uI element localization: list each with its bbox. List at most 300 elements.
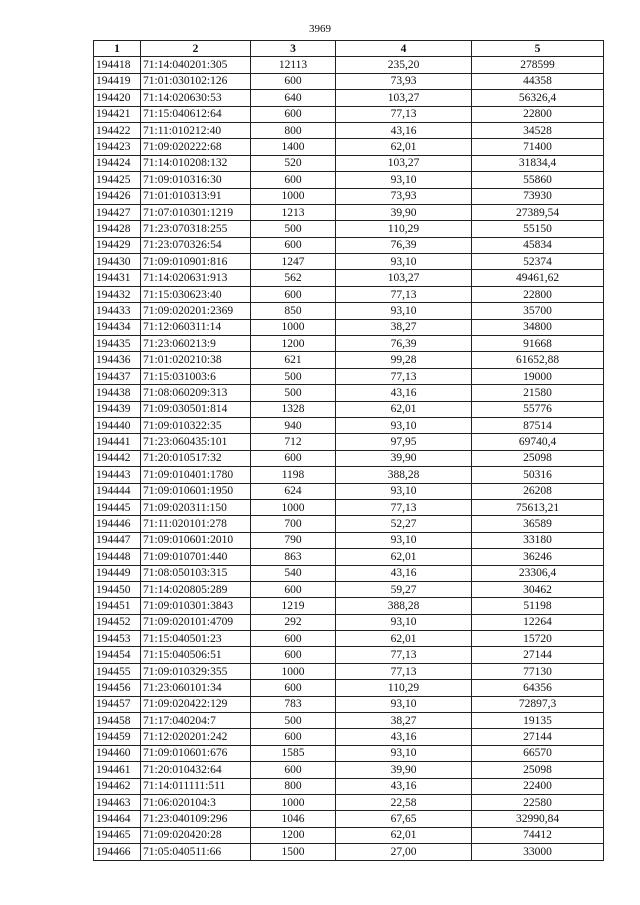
- table-row: [94, 303, 604, 319]
- table-row: [94, 549, 604, 565]
- column-header-4: 4: [336, 41, 472, 57]
- table-row: [94, 368, 604, 384]
- cell-rate: 43,16: [336, 385, 472, 401]
- cell-id: 194458: [94, 713, 141, 729]
- table-row: [94, 844, 604, 860]
- cell-value: 33000: [472, 844, 604, 860]
- cell-value: 71400: [472, 139, 604, 155]
- cell-id: 194451: [94, 598, 141, 614]
- cell-rate: 99,28: [336, 352, 472, 368]
- cell-area: 1328: [251, 401, 336, 417]
- table-row: [94, 565, 604, 581]
- cell-value: 87514: [472, 417, 604, 433]
- cell-cadastral-number: 71:17:040204:7: [141, 713, 251, 729]
- table-row: [94, 286, 604, 302]
- cell-id: 194426: [94, 188, 141, 204]
- cell-id: 194428: [94, 221, 141, 237]
- cell-rate: 77,13: [336, 663, 472, 679]
- cell-value: 15720: [472, 631, 604, 647]
- cell-value: 73930: [472, 188, 604, 204]
- cell-id: 194453: [94, 631, 141, 647]
- table-row: [94, 139, 604, 155]
- cell-rate: 77,13: [336, 499, 472, 515]
- cell-id: 194439: [94, 401, 141, 417]
- cell-rate: 43,16: [336, 565, 472, 581]
- cell-cadastral-number: 71:23:070326:54: [141, 237, 251, 253]
- cell-rate: 93,10: [336, 417, 472, 433]
- cell-id: 194418: [94, 57, 141, 73]
- cell-area: 800: [251, 122, 336, 138]
- table-row: [94, 680, 604, 696]
- cell-id: 194435: [94, 336, 141, 352]
- cell-area: 1000: [251, 499, 336, 515]
- cell-area: 790: [251, 532, 336, 548]
- cell-value: 34528: [472, 122, 604, 138]
- cell-rate: 93,10: [336, 254, 472, 270]
- cell-area: 12113: [251, 57, 336, 73]
- cell-cadastral-number: 71:14:040201:305: [141, 57, 251, 73]
- cell-rate: 77,13: [336, 286, 472, 302]
- cell-cadastral-number: 71:09:010601:676: [141, 745, 251, 761]
- table-row: [94, 499, 604, 515]
- cell-rate: 93,10: [336, 483, 472, 499]
- cell-area: 600: [251, 172, 336, 188]
- table-row: [94, 713, 604, 729]
- cell-cadastral-number: 71:12:020201:242: [141, 729, 251, 745]
- cell-rate: 77,13: [336, 106, 472, 122]
- cell-rate: 62,01: [336, 139, 472, 155]
- cell-id: 194457: [94, 696, 141, 712]
- cell-cadastral-number: 71:07:010301:1219: [141, 204, 251, 220]
- cell-id: 194456: [94, 680, 141, 696]
- table-row: [94, 385, 604, 401]
- cell-area: 783: [251, 696, 336, 712]
- cell-value: 35700: [472, 303, 604, 319]
- cell-value: 22580: [472, 794, 604, 810]
- cell-area: 640: [251, 90, 336, 106]
- cell-id: 194452: [94, 614, 141, 630]
- cell-value: 31834,4: [472, 155, 604, 171]
- cell-id: 194440: [94, 417, 141, 433]
- cell-area: 1198: [251, 467, 336, 483]
- cell-id: 194431: [94, 270, 141, 286]
- table-row: [94, 516, 604, 532]
- cell-area: 600: [251, 106, 336, 122]
- cell-id: 194445: [94, 499, 141, 515]
- cell-rate: 388,28: [336, 598, 472, 614]
- cell-rate: 73,93: [336, 73, 472, 89]
- cell-rate: 103,27: [336, 155, 472, 171]
- table-row: [94, 729, 604, 745]
- cell-value: 64356: [472, 680, 604, 696]
- cell-cadastral-number: 71:14:010208:132: [141, 155, 251, 171]
- cell-value: 30462: [472, 581, 604, 597]
- cell-area: 600: [251, 631, 336, 647]
- cell-cadastral-number: 71:15:040501:23: [141, 631, 251, 647]
- cell-value: 55150: [472, 221, 604, 237]
- cell-cadastral-number: 71:15:040506:51: [141, 647, 251, 663]
- cell-cadastral-number: 71:11:020101:278: [141, 516, 251, 532]
- cell-cadastral-number: 71:14:020630:53: [141, 90, 251, 106]
- cell-rate: 103,27: [336, 90, 472, 106]
- cell-cadastral-number: 71:09:010301:3843: [141, 598, 251, 614]
- cell-rate: 103,27: [336, 270, 472, 286]
- cell-value: 22400: [472, 778, 604, 794]
- cell-area: 800: [251, 778, 336, 794]
- cell-rate: 62,01: [336, 549, 472, 565]
- cell-rate: 38,27: [336, 319, 472, 335]
- cell-id: 194443: [94, 467, 141, 483]
- cell-cadastral-number: 71:09:010601:2010: [141, 532, 251, 548]
- cell-id: 194441: [94, 434, 141, 450]
- cell-cadastral-number: 71:20:010432:64: [141, 762, 251, 778]
- table-row: [94, 221, 604, 237]
- cell-id: 194423: [94, 139, 141, 155]
- column-header-5: 5: [472, 41, 604, 57]
- table-row: [94, 204, 604, 220]
- cell-value: 27144: [472, 729, 604, 745]
- cell-rate: 39,90: [336, 450, 472, 466]
- table-row: [94, 647, 604, 663]
- cell-value: 21580: [472, 385, 604, 401]
- cell-area: 500: [251, 385, 336, 401]
- table-row: [94, 581, 604, 597]
- cell-rate: 388,28: [336, 467, 472, 483]
- cell-id: 194450: [94, 581, 141, 597]
- cell-cadastral-number: 71:11:010212:40: [141, 122, 251, 138]
- table-row: [94, 614, 604, 630]
- cell-area: 1200: [251, 827, 336, 843]
- cell-area: 562: [251, 270, 336, 286]
- table-row: [94, 794, 604, 810]
- cell-cadastral-number: 71:09:020311:150: [141, 499, 251, 515]
- cell-value: 23306,4: [472, 565, 604, 581]
- table-row: [94, 73, 604, 89]
- cell-id: 194465: [94, 827, 141, 843]
- table-row: [94, 450, 604, 466]
- cell-area: 1400: [251, 139, 336, 155]
- cell-value: 19000: [472, 368, 604, 384]
- cell-area: 500: [251, 713, 336, 729]
- cell-id: 194455: [94, 663, 141, 679]
- cell-area: 600: [251, 762, 336, 778]
- cell-value: 278599: [472, 57, 604, 73]
- cell-cadastral-number: 71:23:070318:255: [141, 221, 251, 237]
- cell-rate: 76,39: [336, 336, 472, 352]
- cell-cadastral-number: 71:23:060213:9: [141, 336, 251, 352]
- table-row: [94, 106, 604, 122]
- cell-area: 500: [251, 368, 336, 384]
- cell-value: 49461,62: [472, 270, 604, 286]
- table-row: [94, 762, 604, 778]
- cell-area: 600: [251, 450, 336, 466]
- table-row: [94, 631, 604, 647]
- cell-rate: 39,90: [336, 204, 472, 220]
- table-row: [94, 417, 604, 433]
- cell-value: 75613,21: [472, 499, 604, 515]
- cell-cadastral-number: 71:08:060209:313: [141, 385, 251, 401]
- cell-area: 600: [251, 237, 336, 253]
- table-row: [94, 319, 604, 335]
- table-row: [94, 663, 604, 679]
- cell-rate: 235,20: [336, 57, 472, 73]
- cell-cadastral-number: 71:14:020805:289: [141, 581, 251, 597]
- cell-rate: 52,27: [336, 516, 472, 532]
- cell-rate: 62,01: [336, 401, 472, 417]
- cell-cadastral-number: 71:09:010322:35: [141, 417, 251, 433]
- cell-value: 56326,4: [472, 90, 604, 106]
- cell-rate: 110,29: [336, 680, 472, 696]
- cell-rate: 62,01: [336, 631, 472, 647]
- cell-value: 74412: [472, 827, 604, 843]
- cell-cadastral-number: 71:09:030501:814: [141, 401, 251, 417]
- cell-cadastral-number: 71:09:010701:440: [141, 549, 251, 565]
- cell-cadastral-number: 71:09:020201:2369: [141, 303, 251, 319]
- table-row: [94, 155, 604, 171]
- cell-rate: 93,10: [336, 745, 472, 761]
- cell-rate: 43,16: [336, 778, 472, 794]
- table-row: [94, 745, 604, 761]
- cell-rate: 76,39: [336, 237, 472, 253]
- cell-cadastral-number: 71:12:060311:14: [141, 319, 251, 335]
- cell-area: 621: [251, 352, 336, 368]
- cell-area: 500: [251, 221, 336, 237]
- cell-area: 540: [251, 565, 336, 581]
- cell-id: 194430: [94, 254, 141, 270]
- cell-id: 194446: [94, 516, 141, 532]
- cell-area: 1585: [251, 745, 336, 761]
- cell-area: 600: [251, 73, 336, 89]
- cell-value: 19135: [472, 713, 604, 729]
- cell-cadastral-number: 71:15:031003:6: [141, 368, 251, 384]
- table-row: [94, 778, 604, 794]
- cell-rate: 93,10: [336, 303, 472, 319]
- cell-rate: 39,90: [336, 762, 472, 778]
- cell-area: 600: [251, 581, 336, 597]
- table-row: [94, 434, 604, 450]
- cell-rate: 93,10: [336, 172, 472, 188]
- cell-value: 55860: [472, 172, 604, 188]
- cell-area: 520: [251, 155, 336, 171]
- cell-rate: 77,13: [336, 647, 472, 663]
- cell-rate: 43,16: [336, 729, 472, 745]
- cell-rate: 38,27: [336, 713, 472, 729]
- cell-area: 600: [251, 647, 336, 663]
- cell-area: 1000: [251, 794, 336, 810]
- cell-id: 194434: [94, 319, 141, 335]
- table-row: [94, 336, 604, 352]
- table-row: [94, 172, 604, 188]
- cell-cadastral-number: 71:23:060435:101: [141, 434, 251, 450]
- table-row: [94, 401, 604, 417]
- cell-cadastral-number: 71:05:040511:66: [141, 844, 251, 860]
- cell-value: 55776: [472, 401, 604, 417]
- cell-value: 27144: [472, 647, 604, 663]
- cell-area: 1000: [251, 188, 336, 204]
- column-header-1: 1: [94, 41, 141, 57]
- cell-area: 600: [251, 680, 336, 696]
- table-body: [94, 57, 604, 860]
- table-row: [94, 483, 604, 499]
- cell-id: 194425: [94, 172, 141, 188]
- cell-cadastral-number: 71:09:020420:28: [141, 827, 251, 843]
- cell-area: 863: [251, 549, 336, 565]
- cell-value: 72897,3: [472, 696, 604, 712]
- cell-id: 194462: [94, 778, 141, 794]
- cell-id: 194463: [94, 794, 141, 810]
- cell-cadastral-number: 71:09:020422:129: [141, 696, 251, 712]
- cell-id: 194442: [94, 450, 141, 466]
- cell-id: 194437: [94, 368, 141, 384]
- cell-value: 26208: [472, 483, 604, 499]
- cell-value: 44358: [472, 73, 604, 89]
- cell-id: 194427: [94, 204, 141, 220]
- cell-id: 194421: [94, 106, 141, 122]
- table-header-row: [94, 41, 604, 57]
- cell-area: 700: [251, 516, 336, 532]
- table-row: [94, 188, 604, 204]
- cell-id: 194466: [94, 844, 141, 860]
- cell-value: 32990,84: [472, 811, 604, 827]
- cell-cadastral-number: 71:08:050103:315: [141, 565, 251, 581]
- cell-id: 194460: [94, 745, 141, 761]
- cell-id: 194464: [94, 811, 141, 827]
- cell-cadastral-number: 71:01:010313:91: [141, 188, 251, 204]
- data-table: [93, 40, 604, 861]
- cell-value: 69740,4: [472, 434, 604, 450]
- cell-value: 22800: [472, 286, 604, 302]
- cell-id: 194422: [94, 122, 141, 138]
- cell-id: 194438: [94, 385, 141, 401]
- cell-id: 194448: [94, 549, 141, 565]
- cell-id: 194444: [94, 483, 141, 499]
- cell-rate: 93,10: [336, 696, 472, 712]
- cell-id: 194459: [94, 729, 141, 745]
- cell-cadastral-number: 71:09:020222:68: [141, 139, 251, 155]
- cell-cadastral-number: 71:09:010401:1780: [141, 467, 251, 483]
- cell-value: 61652,88: [472, 352, 604, 368]
- cell-area: 1200: [251, 336, 336, 352]
- cell-id: 194454: [94, 647, 141, 663]
- cell-area: 940: [251, 417, 336, 433]
- cell-value: 77130: [472, 663, 604, 679]
- cell-area: 600: [251, 729, 336, 745]
- cell-cadastral-number: 71:09:010329:355: [141, 663, 251, 679]
- cell-value: 91668: [472, 336, 604, 352]
- cell-area: 1500: [251, 844, 336, 860]
- cell-area: 624: [251, 483, 336, 499]
- cell-rate: 59,27: [336, 581, 472, 597]
- cell-value: 12264: [472, 614, 604, 630]
- column-header-2: 2: [141, 41, 251, 57]
- cell-id: 194449: [94, 565, 141, 581]
- cell-value: 45834: [472, 237, 604, 253]
- cell-id: 194419: [94, 73, 141, 89]
- cell-cadastral-number: 71:15:030623:40: [141, 286, 251, 302]
- cell-id: 194447: [94, 532, 141, 548]
- cell-area: 1219: [251, 598, 336, 614]
- table-row: [94, 532, 604, 548]
- table-row: [94, 57, 604, 73]
- table-row: [94, 811, 604, 827]
- cell-cadastral-number: 71:06:020104:3: [141, 794, 251, 810]
- cell-rate: 97,95: [336, 434, 472, 450]
- cell-rate: 67,65: [336, 811, 472, 827]
- cell-rate: 93,10: [336, 614, 472, 630]
- cell-rate: 110,29: [336, 221, 472, 237]
- cell-id: 194420: [94, 90, 141, 106]
- cell-area: 712: [251, 434, 336, 450]
- cell-cadastral-number: 71:14:020631:913: [141, 270, 251, 286]
- table-row: [94, 598, 604, 614]
- table-row: [94, 696, 604, 712]
- cell-rate: 93,10: [336, 532, 472, 548]
- column-header-3: 3: [251, 41, 336, 57]
- cell-id: 194461: [94, 762, 141, 778]
- cell-value: 34800: [472, 319, 604, 335]
- cell-value: 25098: [472, 450, 604, 466]
- cell-cadastral-number: 71:09:010901:816: [141, 254, 251, 270]
- cell-value: 25098: [472, 762, 604, 778]
- cell-id: 194436: [94, 352, 141, 368]
- cell-cadastral-number: 71:01:020210:38: [141, 352, 251, 368]
- cell-rate: 62,01: [336, 827, 472, 843]
- cell-value: 36589: [472, 516, 604, 532]
- cell-rate: 27,00: [336, 844, 472, 860]
- cell-id: 194433: [94, 303, 141, 319]
- cell-cadastral-number: 71:01:030102:126: [141, 73, 251, 89]
- cell-area: 1046: [251, 811, 336, 827]
- cell-cadastral-number: 71:15:040612:64: [141, 106, 251, 122]
- cell-value: 36246: [472, 549, 604, 565]
- table-row: [94, 270, 604, 286]
- cell-cadastral-number: 71:09:010601:1950: [141, 483, 251, 499]
- cell-value: 50316: [472, 467, 604, 483]
- cell-id: 194424: [94, 155, 141, 171]
- cell-cadastral-number: 71:20:010517:32: [141, 450, 251, 466]
- table-row: [94, 122, 604, 138]
- cell-cadastral-number: 71:23:040109:296: [141, 811, 251, 827]
- cell-area: 1247: [251, 254, 336, 270]
- cell-value: 52374: [472, 254, 604, 270]
- cell-area: 600: [251, 286, 336, 302]
- cell-rate: 43,16: [336, 122, 472, 138]
- table-row: [94, 467, 604, 483]
- cell-area: 292: [251, 614, 336, 630]
- cell-rate: 77,13: [336, 368, 472, 384]
- cell-id: 194432: [94, 286, 141, 302]
- cell-area: 850: [251, 303, 336, 319]
- page-number: 3969: [309, 23, 331, 35]
- cell-cadastral-number: 71:23:060101:34: [141, 680, 251, 696]
- cell-cadastral-number: 71:09:020101:4709: [141, 614, 251, 630]
- table-row: [94, 254, 604, 270]
- cell-value: 27389,54: [472, 204, 604, 220]
- cell-value: 51198: [472, 598, 604, 614]
- cell-value: 22800: [472, 106, 604, 122]
- table-row: [94, 827, 604, 843]
- table-row: [94, 90, 604, 106]
- cell-rate: 73,93: [336, 188, 472, 204]
- cell-area: 1000: [251, 319, 336, 335]
- cell-id: 194429: [94, 237, 141, 253]
- cell-cadastral-number: 71:09:010316:30: [141, 172, 251, 188]
- cell-cadastral-number: 71:14:011111:511: [141, 778, 251, 794]
- cell-area: 1213: [251, 204, 336, 220]
- cell-area: 1000: [251, 663, 336, 679]
- cell-rate: 22,58: [336, 794, 472, 810]
- table-row: [94, 352, 604, 368]
